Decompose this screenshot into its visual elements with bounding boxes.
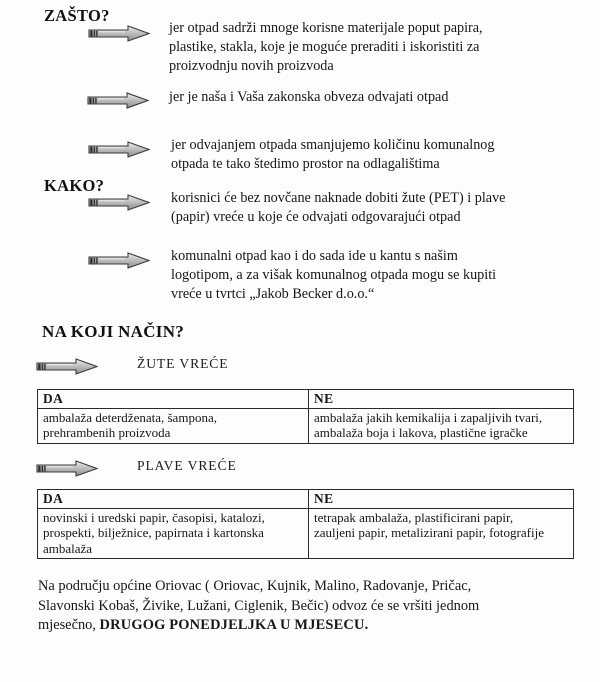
bullet-line: jer je naša i Vaša zakonska obveza odvajati otpad bbox=[169, 89, 449, 105]
bullet-text-how-2 bbox=[171, 247, 572, 305]
bag-label-zute-vrece: ŽUTE VREĆE bbox=[137, 356, 229, 371]
bullet-text-why-1 bbox=[169, 19, 572, 77]
bullet-line: otpada te tako štedimo prostor na odlagalištima bbox=[171, 156, 440, 173]
section-heading-zasto: ZAŠTO? bbox=[44, 6, 110, 25]
bullet-line: korisnici će bez novčane naknade dobiti žute (PET) i plave bbox=[171, 190, 506, 206]
footer-line-3-bold: DRUGOG PONEDJELJKA U MJESECU. bbox=[99, 617, 369, 634]
block-arrow-right-icon bbox=[36, 460, 98, 477]
table-header-da: DA bbox=[38, 390, 309, 409]
block-arrow-right-icon bbox=[88, 141, 150, 158]
block-arrow-right-icon bbox=[88, 194, 150, 211]
bullet-line: proizvodnju novih proizvoda bbox=[169, 58, 334, 75]
bullet-line: logotipom, a za višak komunalnog otpada mogu se kupiti bbox=[171, 267, 497, 284]
cell-line: tetrapak ambalaža, plastificirani papir, bbox=[314, 509, 514, 525]
cell-line: novinski i uredski papir, časopisi, katalozi, bbox=[43, 509, 265, 525]
cell-line: ambalaža boja i lakova, plastične igračke bbox=[314, 425, 528, 441]
bullet-line: vreće u tvrtci „Jakob Becker d.o.o.“ bbox=[171, 286, 375, 303]
bullet-line: komunalni otpad kao i do sada ide u kantu s našim bbox=[171, 248, 458, 264]
bullet-line: jer odvajanjem otpada smanjujemo količinu komunalnog bbox=[171, 137, 495, 153]
block-arrow-right-icon bbox=[88, 25, 150, 42]
table-cell-ne bbox=[309, 408, 574, 443]
bullet-text-why-3 bbox=[171, 136, 572, 174]
block-arrow-right-icon bbox=[87, 92, 149, 109]
cell-line: ambalaža deterdženata, šampona, bbox=[43, 409, 217, 425]
table-header-row bbox=[38, 390, 574, 409]
bullet-line: (papir) vreće u koje će odvajati odgovarajući otpad bbox=[171, 209, 461, 226]
section-heading-na-koji-nacin: NA KOJI NAČIN? bbox=[42, 322, 185, 341]
cell-line: prospekti, bilježnice, papirnata i kartonska bbox=[43, 525, 264, 541]
cell-line: prehrambenih proizvoda bbox=[43, 425, 171, 441]
bullet-text-how-1 bbox=[171, 189, 574, 227]
table-cell-da bbox=[38, 408, 309, 443]
bullet-line: plastike, stakla, koje je moguće preraditi i iskoristiti za bbox=[169, 39, 480, 56]
table-plave-vrece bbox=[37, 489, 574, 559]
bag-label-plave-vrece: PLAVE VREĆE bbox=[137, 458, 237, 473]
table-cell-da bbox=[38, 508, 309, 559]
bullet-line: jer otpad sadrži mnoge korisne materijale poput papira, bbox=[169, 20, 483, 36]
table-row bbox=[38, 508, 574, 559]
table-cell-ne bbox=[309, 508, 574, 559]
bullet-text-why-2 bbox=[169, 88, 572, 107]
table-row bbox=[38, 408, 574, 443]
table-zute-vrece bbox=[37, 389, 574, 444]
table-header-da: DA bbox=[38, 490, 309, 509]
cell-line: ambalaža bbox=[43, 540, 93, 556]
footer-line-3 bbox=[38, 616, 572, 636]
block-arrow-right-icon bbox=[88, 252, 150, 269]
cell-line: ambalaža jakih kemikalija i zapaljivih tvari, bbox=[314, 409, 543, 425]
footer-line-3-prefix: mjesečno, bbox=[38, 617, 100, 634]
table-header-ne: NE bbox=[309, 490, 574, 509]
footer-line-1: Na području općine Oriovac ( Oriovac, Kujnik, Malino, Radovanje, Pričac, bbox=[38, 578, 472, 594]
section-heading-kako: KAKO? bbox=[44, 176, 105, 195]
table-header-row bbox=[38, 490, 574, 509]
footer-line-2: Slavonski Kobaš, Živike, Lužani, Ciglenik, Bečic) odvoz će se vršiti jednom bbox=[38, 597, 480, 614]
cell-line: zauljeni papir, metalizirani papir, fotografije bbox=[314, 525, 544, 541]
footer-paragraph bbox=[38, 577, 572, 636]
table-header-ne: NE bbox=[309, 390, 574, 409]
block-arrow-right-icon bbox=[36, 358, 98, 375]
